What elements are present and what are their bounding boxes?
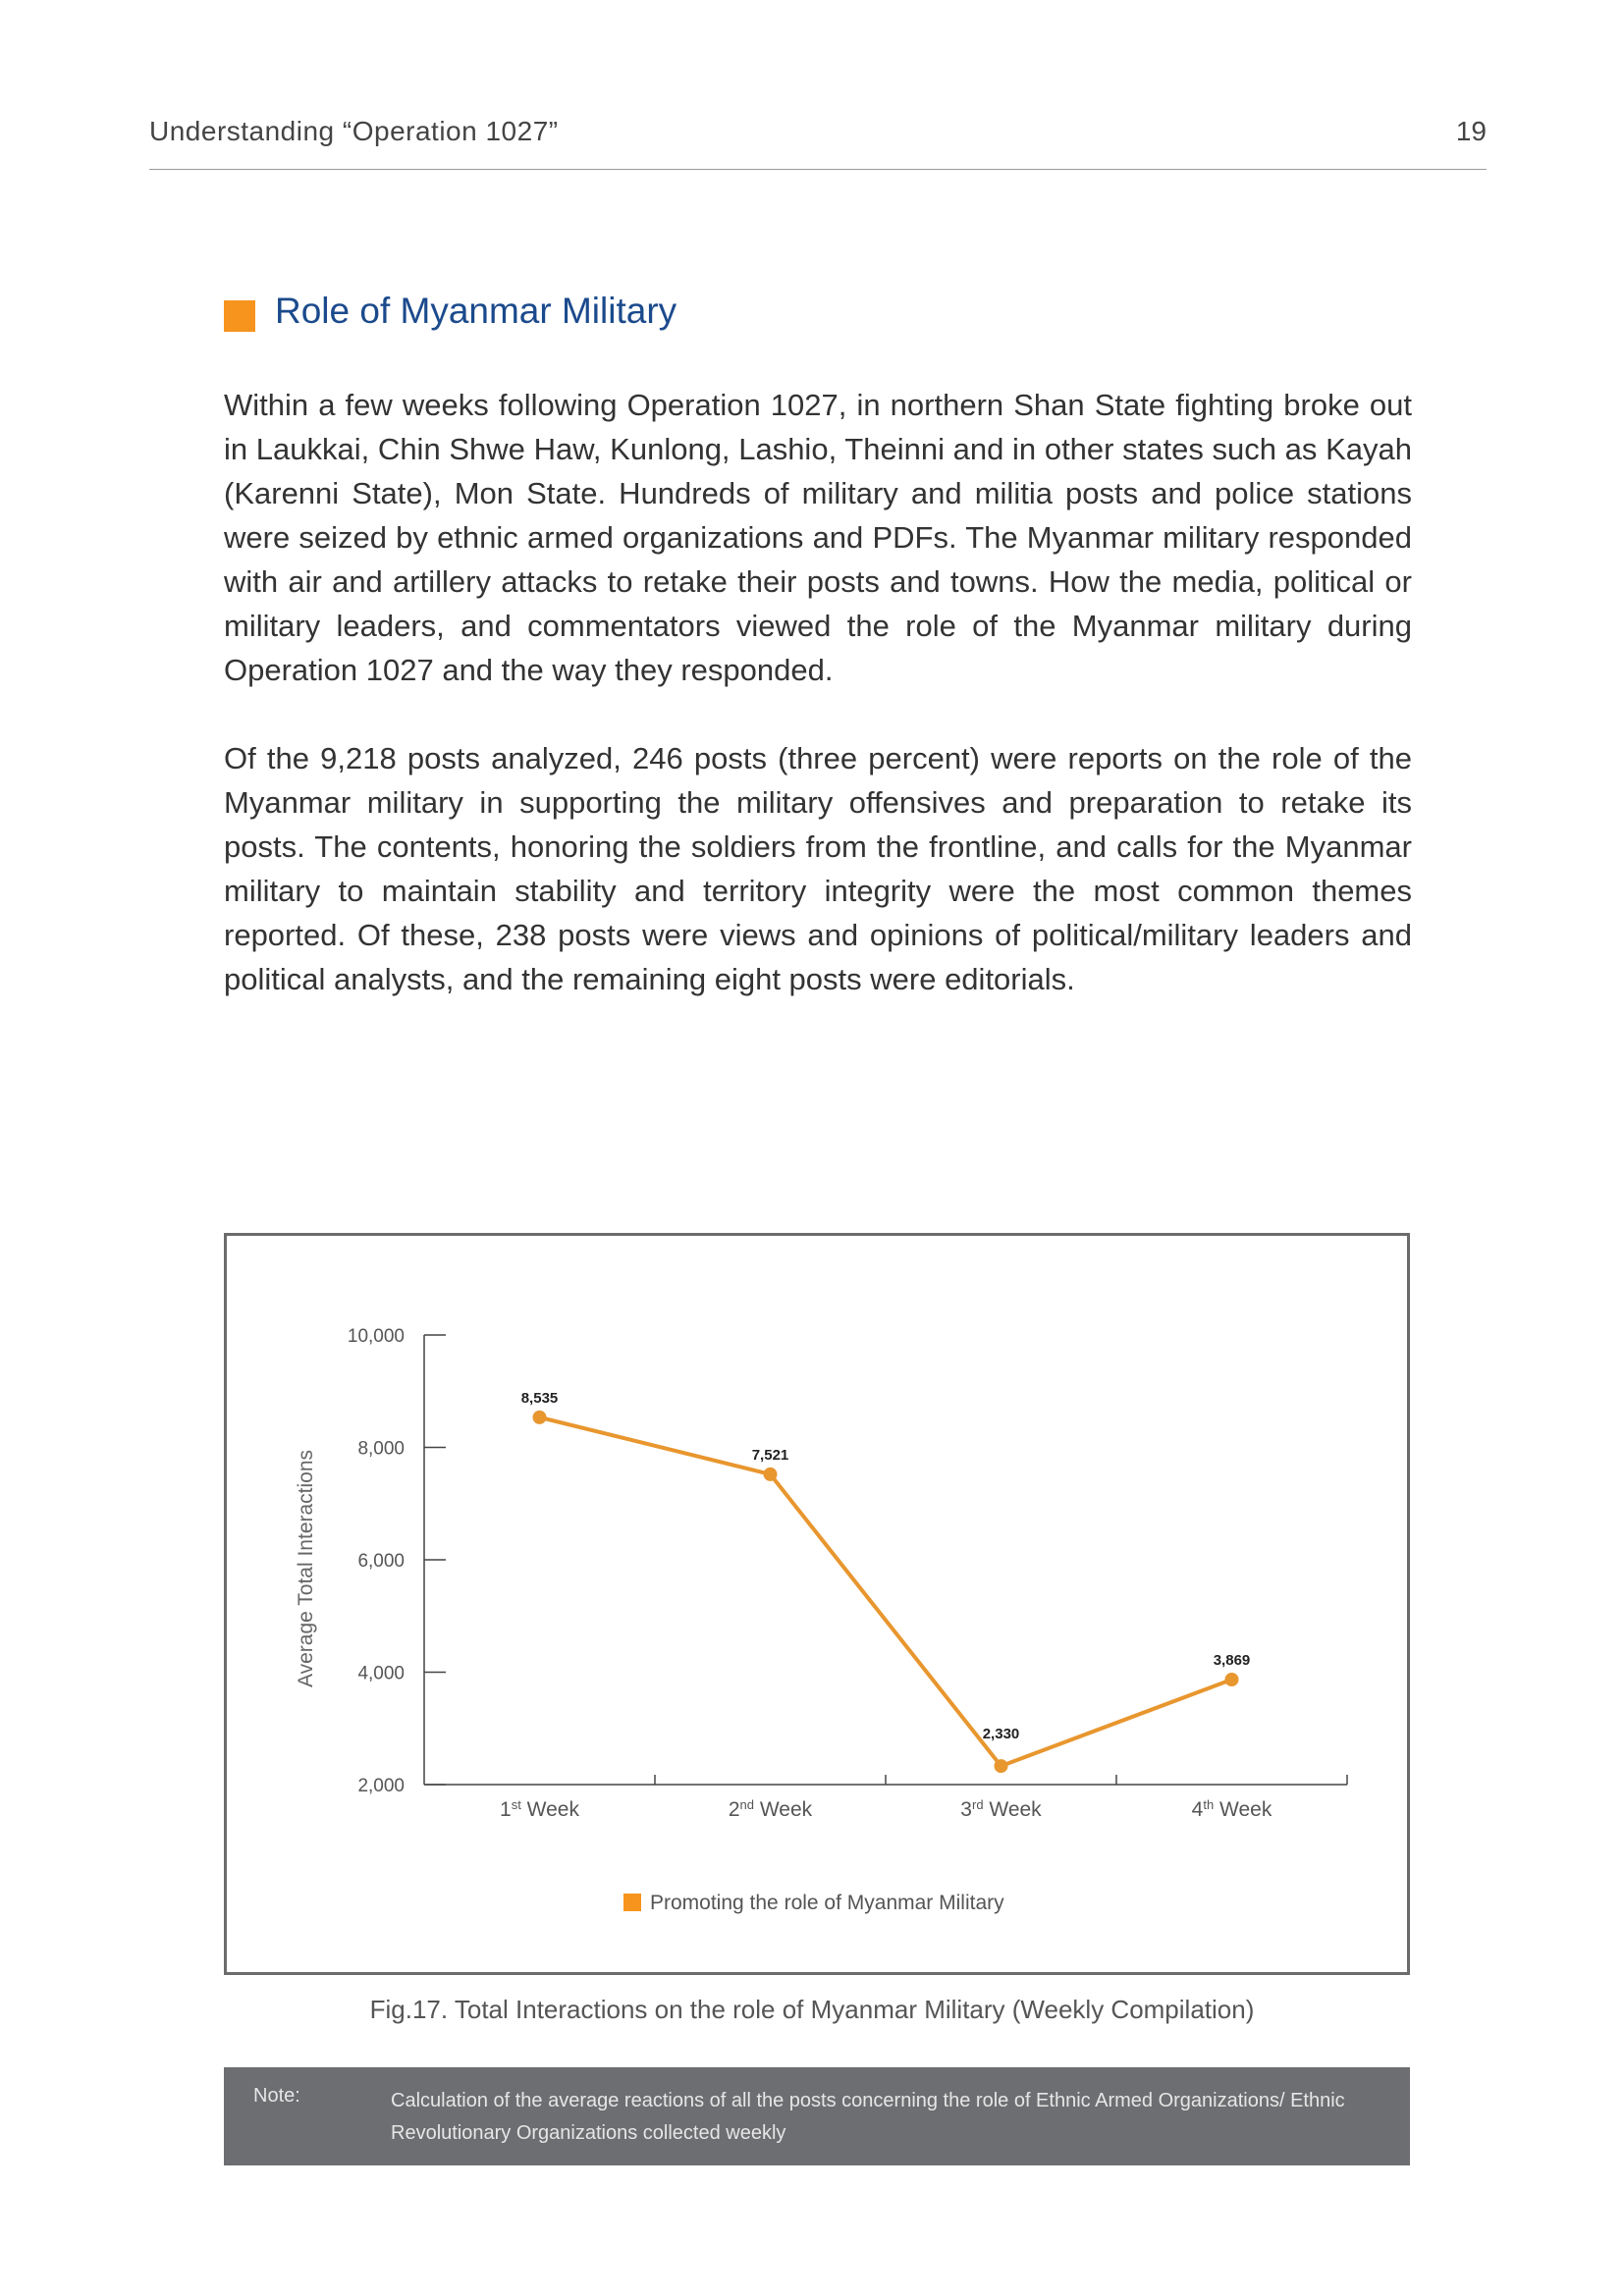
data-label: 8,535 [520, 1389, 559, 1407]
note-label: Note: [253, 2085, 300, 2107]
note-text: Calculation of the average reactions of all the posts concerning the role of Ethnic Armed Organizations/ Ethnic Revolutionary Organizations collected weekly [391, 2090, 1345, 2144]
chart-frame [224, 1233, 1410, 1975]
x-tick-label: 2nd Week [728, 1796, 813, 1821]
data-point [764, 1468, 778, 1481]
y-tick-label: 6,000 [357, 1551, 405, 1572]
line-chart [227, 1236, 1407, 1972]
data-label: 2,330 [982, 1726, 1020, 1743]
legend-swatch [623, 1894, 641, 1911]
body-paragraph-1: Within a few weeks following Operation 1027, in northern Shan State fighting broke out in Laukkai, Chin Shwe Haw, Kunlong, Lashio, Theinni and in other states such as Kayah (Karenni State), Mon State. Hundreds of military and militia posts and police stations were seized by ethnic armed organizations and PDFs. The Myanmar military responded with air and artillery attacks to retake their posts and towns. How the media, political or military leaders, and commentators viewed the role of the Myanmar military during Operation 1027 and the way they responded. [224, 388, 1412, 687]
y-tick-label: 10,000 [347, 1326, 405, 1347]
data-label: 7,521 [751, 1446, 789, 1464]
data-label: 3,869 [1213, 1651, 1251, 1669]
y-axis-title: Average Total Interactions [295, 1449, 317, 1688]
section-heading: Role of Myanmar Military [275, 291, 677, 331]
legend-label: Promoting the role of Myanmar Military [650, 1892, 1004, 1914]
data-point [1225, 1673, 1239, 1686]
x-tick-label: 1st Week [500, 1796, 579, 1821]
y-tick-label: 2,000 [357, 1776, 405, 1796]
header-divider [149, 169, 1487, 170]
figure-caption: Fig.17. Total Interactions on the role of Myanmar Military (Weekly Compilation) [369, 1995, 1255, 2024]
x-tick-label: 3rd Week [960, 1796, 1042, 1821]
x-tick-label: 4th Week [1191, 1796, 1272, 1821]
note-box [224, 2067, 1410, 2165]
series-line [540, 1417, 1232, 1766]
section-marker-square [224, 300, 255, 332]
data-point [995, 1759, 1008, 1773]
page-number: 19 [1455, 116, 1487, 146]
running-header-title: Understanding “Operation 1027” [149, 116, 559, 146]
body-paragraph-2: Of the 9,218 posts analyzed, 246 posts (three percent) were reports on the role of the Myanmar military in supporting the military offensives and preparation to retake its posts. The contents, honoring the soldiers from the frontline, and calls for the Myanmar military to maintain stability and territory integrity were the most common themes reported. Of these, 238 posts were views and opinions of political/military leaders and political analysts, and the remaining eight posts were editorials. [224, 741, 1412, 996]
y-tick-label: 4,000 [357, 1663, 405, 1684]
data-point [533, 1411, 547, 1424]
y-tick-label: 8,000 [357, 1438, 405, 1460]
